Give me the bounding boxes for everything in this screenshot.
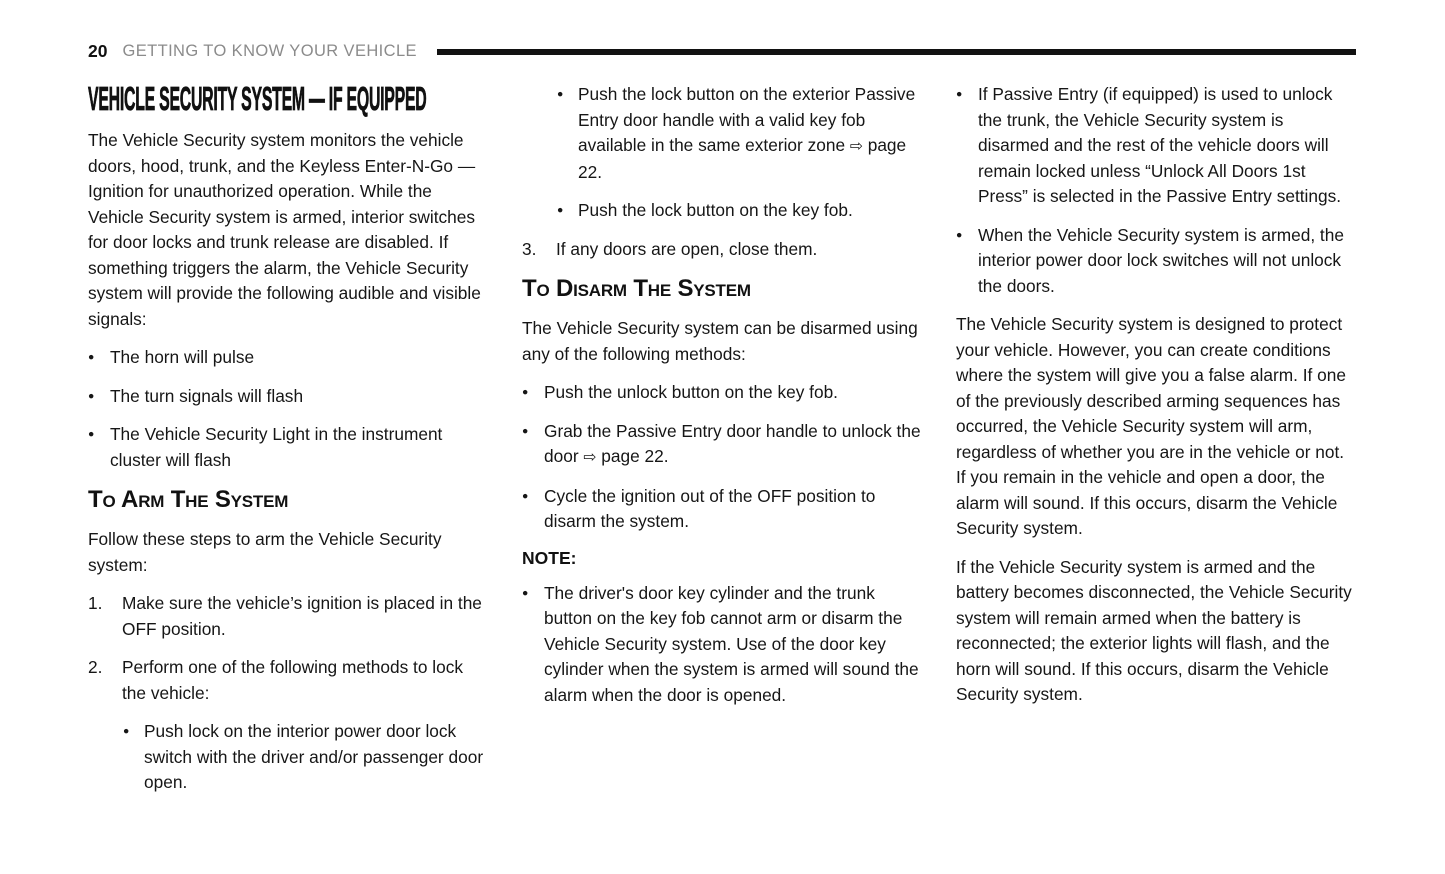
bullet-list-item bbox=[557, 82, 922, 185]
list-item-text: When the Vehicle Security system is armed, the interior power door lock switches will not unlock the doors. bbox=[978, 224, 1344, 296]
bullet-list-item bbox=[88, 345, 488, 371]
list-item-text: If Passive Entry (if equipped) is used to unlock the trunk, the Vehicle Security system is disarmed and the rest of the vehicle doors will remain locked unless “Unlock All Doors 1st Press” is selected in the Passive Entry settings. bbox=[978, 84, 1342, 206]
list-number: 3. bbox=[522, 238, 537, 259]
list-item-text: Grab the Passive Entry door handle to unlock the door ⇨ page 22. bbox=[544, 420, 921, 466]
section-heading: To Arm The System bbox=[88, 486, 289, 513]
column-3 bbox=[956, 82, 1356, 809]
list-item-text: Push lock on the interior power door lock switch with the driver and/or passenger door open. bbox=[144, 721, 484, 792]
paragraph: Follow these steps to arm the Vehicle Security system: bbox=[88, 529, 442, 575]
article-title: VEHICLE SECURITY SYSTEM — IF EQUIPPED bbox=[88, 80, 427, 117]
list-item-text: The turn signals will flash bbox=[110, 385, 304, 406]
column-2-blocks bbox=[522, 82, 922, 708]
list-item-text: Push the lock button on the exterior Passive Entry door handle with a valid key fob available in the same exterior zone ⇨ page 22. bbox=[578, 84, 916, 182]
note-heading: NOTE: bbox=[522, 547, 577, 568]
bullet-list-item bbox=[522, 419, 922, 471]
column-3-blocks bbox=[956, 82, 1356, 708]
paragraph: If the Vehicle Security system is armed and the battery becomes disconnected, the Vehicle Security system will remain armed when the battery is reconnected; the exterior lights will flash, and the horn will sound. If this occurs, disarm the Vehicle Security system. bbox=[956, 556, 1352, 704]
page-header bbox=[88, 41, 1356, 62]
list-item-text: If any doors are open, close them. bbox=[556, 238, 818, 259]
paragraph: The Vehicle Security system can be disarmed using any of the following methods: bbox=[522, 318, 918, 364]
bullet-list-item bbox=[557, 198, 922, 224]
numbered-list-item bbox=[522, 237, 922, 263]
bullet-list-item bbox=[956, 82, 1356, 210]
bullet-icon: ● bbox=[88, 389, 95, 402]
bullet-list-item bbox=[522, 380, 922, 406]
column-1 bbox=[88, 82, 488, 809]
bullet-list-item bbox=[522, 581, 922, 709]
bullet-icon: ● bbox=[557, 204, 564, 216]
page-ref-arrow-icon: ⇨ bbox=[849, 137, 863, 155]
bullet-icon: ● bbox=[88, 351, 95, 363]
list-item-text: Cycle the ignition out of the OFF position to disarm the system. bbox=[544, 485, 876, 531]
bullet-list-item bbox=[88, 422, 488, 473]
list-item-text: Make sure the vehicle’s ignition is placed in the OFF position. bbox=[122, 593, 482, 639]
column-1-blocks bbox=[88, 128, 488, 796]
bullet-icon: ● bbox=[522, 586, 529, 599]
section-heading: To Disarm The System bbox=[522, 275, 751, 302]
chapter-title: GETTING TO KNOW YOUR VEHICLE bbox=[122, 42, 417, 60]
bullet-icon: ● bbox=[522, 489, 529, 502]
bullet-icon: ● bbox=[123, 725, 130, 737]
bullet-icon: ● bbox=[522, 386, 529, 398]
list-item-text: The horn will pulse bbox=[110, 347, 255, 367]
bullet-icon: ● bbox=[88, 428, 95, 440]
bullet-list-item bbox=[522, 484, 922, 535]
bullet-list-item bbox=[123, 719, 488, 796]
paragraph: The Vehicle Security system monitors the vehicle doors, hood, trunk, and the Keyless Enter-N-Go — Ignition for unauthorized operation. While the Vehicle Security system is armed, interior switches for door locks and trunk release are disabled. If something triggers the alarm, the Vehicle Security system will provide the following audible and visible signals: bbox=[88, 130, 481, 329]
page-ref-arrow-icon: ⇨ bbox=[583, 448, 597, 466]
bullet-list-item bbox=[88, 384, 488, 410]
bullet-icon: ● bbox=[557, 88, 564, 100]
paragraph: The Vehicle Security system is designed to protect your vehicle. However, you can create conditions where the system will give you a false alarm. If one of the previously described arming sequences has occurred, the Vehicle Security system will arm, regardless of whether you are in the vehicle or not. If you remain in the vehicle and open a door, the alarm will sound. If this occurs, disarm the Vehicle Security system. bbox=[956, 314, 1346, 538]
page-number: 20 bbox=[88, 41, 108, 61]
list-item-text: The driver's door key cylinder and the trunk button on the key fob cannot arm or disarm the Vehicle Security system. Use of the door key cylinder when the system is armed will sound the alarm when the door is opened. bbox=[544, 582, 919, 705]
numbered-list-item bbox=[88, 591, 488, 642]
bullet-list-item bbox=[956, 223, 1356, 300]
list-item-text: Push the unlock button on the key fob. bbox=[544, 382, 838, 402]
numbered-list-item bbox=[88, 655, 488, 706]
bullet-icon: ● bbox=[956, 88, 963, 100]
list-item-text: Perform one of the following methods to lock the vehicle: bbox=[122, 657, 464, 703]
bullet-icon: ● bbox=[956, 228, 963, 241]
content-columns bbox=[88, 82, 1356, 809]
list-number: 1. bbox=[88, 593, 103, 613]
column-2 bbox=[522, 82, 922, 809]
list-item-text: Push the lock button on the key fob. bbox=[578, 200, 853, 220]
list-item-text: The Vehicle Security Light in the instrument cluster will flash bbox=[110, 424, 443, 470]
header-rule bbox=[437, 49, 1356, 55]
list-number: 2. bbox=[88, 657, 103, 677]
bullet-icon: ● bbox=[522, 424, 529, 437]
